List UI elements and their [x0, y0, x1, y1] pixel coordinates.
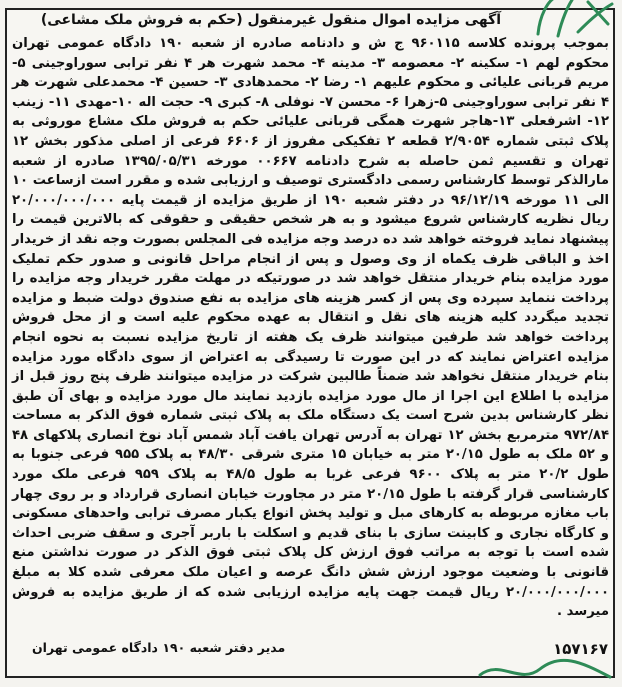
notice-code: ۱۵۷۱۶۷: [553, 640, 608, 658]
notice-body: بموجب پرونده کلاسه ۹۶۰۱۱۵ ج ش و دادنامه صادره از شعبه ۱۹۰ دادگاه عمومی تهران محکوم لهم ۱- سکینه ۲- معصومه ۳- مدینه ۴- محمد شهرت هر ۴ نفر ترابی سوراوجینی ۵- مریم قربانی علیائی و محکوم علیهم ۱- رضا ۲- محمدهادی ۳- حسین ۴- محمدعلی شهرت هر ۴ نفر ترابی سوراوجینی ۵-زهرا ۶- محسن ۷- نوفلی ۸- کبری ۹- حجت اله ۱۰-مهدی ۱۱- زینب ۱۲- اشرفعلی ۱۳-هاجر شهرت همگی قربانی علیائی حکم به فروش ملک مشاع موروثی به پلاک ثبتی شماره ۲/۹۰۵۴ قطعه ۲ تفکیکی مفروز از ۶۶۰۶ فرعی از اصلی مذکور بخش ۱۲ تهران و تقسیم ثمن حاصله به شرح دادنامه ۰۰۶۶۷ مورخه ۱۳۹۵/۰۵/۳۱ صادره از شعبه مارالذکر توسط کارشناس رسمی دادگستری توصیف و ارزیابی شده و مقرر است ازساعت ۱۰ الی ۱۱ مورخه ۹۶/۱۲/۱۹ در دفتر شعبه ۱۹۰ از طریق مزایده از قیمت پایه ۲۰/۰۰۰/۰۰۰/۰۰۰ ریال نظریه کارشناس شروع میشود و به هر شخص حقیقی و حقوقی که بالاترین قیمت را پیشنهاد نماید فروخته خواهد شد ده درصد وجه مزایده فی المجلس بصورت وجه نقد از خریدار اخذ و الباقی ظرف یکماه از وی وصول و پس از انجام مراحل قانونی و صدور حکم تملیک مورد مزایده بنام خریدار منتقل خواهد شد در صورتیکه در مهلت مقرر خریدار وجه مزایده را پرداخت ننماید سپرده وی پس از کسر هزینه های مزایده به نفع صندوق دولت ضبط و مزایده تجدید میگردد کلیه هزینه های نقل و انتقال به عهده محکوم علیه است و از محل فروش پرداخت خواهد شد طرفین میتوانند ظرف یک هفته از تاریخ مزایده نسبت به نحوه انجام مزایده اعتراض نمایند که در این صورت تا رسیدگی به اعتراض از سوی دادگاه مورد مزایده بنام خریدار منتقل نخواهد شد ضمناً طالبین شرکت در مزایده میتوانند ظرف پنج روز قبل از مزایده با اطلاع این اجرا از مال مورد مزایده بازدید نمایند مال مورد مزایده و بهای آن طبق نظر کارشناس بدین شرح است یک دستگاه ملک به پلاک ثبتی شماره فوق الذکر به مساحت ۹۷۲/۸۴ مترمربع بخش ۱۲ تهران به آدرس تهران یافت آباد شمس آباد نوخ انصاری پلاکهای ۴۸ و ۵۲ ملک به طول ۲۰/۱۵ متر به خیابان ۱۵ متری شرقی ۴۸/۳۰ به پلاک ۹۵۵ فرعی جنوبا به طول ۲۰/۲ متر به پلاک ۹۶۰۰ فرعی غربا به طول ۴۸/۵ به پلاک ۹۵۹ فرعی ملک مورد کارشناسی قرار گرفته با طول ۲۰/۱۵ متر در مجاورت خیابان انصاری قرارداد و بر روی چهار باب مغازه مربوطه به کارهای مبل و تولید پخش انواع یکبار مصرف ترابی واحدهای مسکونی و کارگاه نجاری و کابینت سازی با بنای قدیم و اسکلت با باربر آجری و سقف ضربی احداث شده است با توجه به مراتب فوق ارزش کل پلاک ثبتی فوق الذکر در صورت نداشتن منع قانونی با وضعیت موجود ارزش شش دانگ عرصه و اعیان ملک معرفی شده کلا به مبلغ ۲۰/۰۰۰/۰۰۰/۰۰۰ ریال قیمت جهت پایه مزایده ارزیابی شده که از طریق مزایده به فروش میرسد .: [12, 36, 610, 620]
signature-line: مدیر دفتر شعبه ۱۹۰ دادگاه عمومی تهران: [32, 640, 286, 655]
handwritten-scribble-bottom: [470, 655, 620, 687]
notice-title: آگهی مزایده اموال منقول غیرمنقول (حکم به فروش ملک مشاعی): [40, 12, 502, 28]
